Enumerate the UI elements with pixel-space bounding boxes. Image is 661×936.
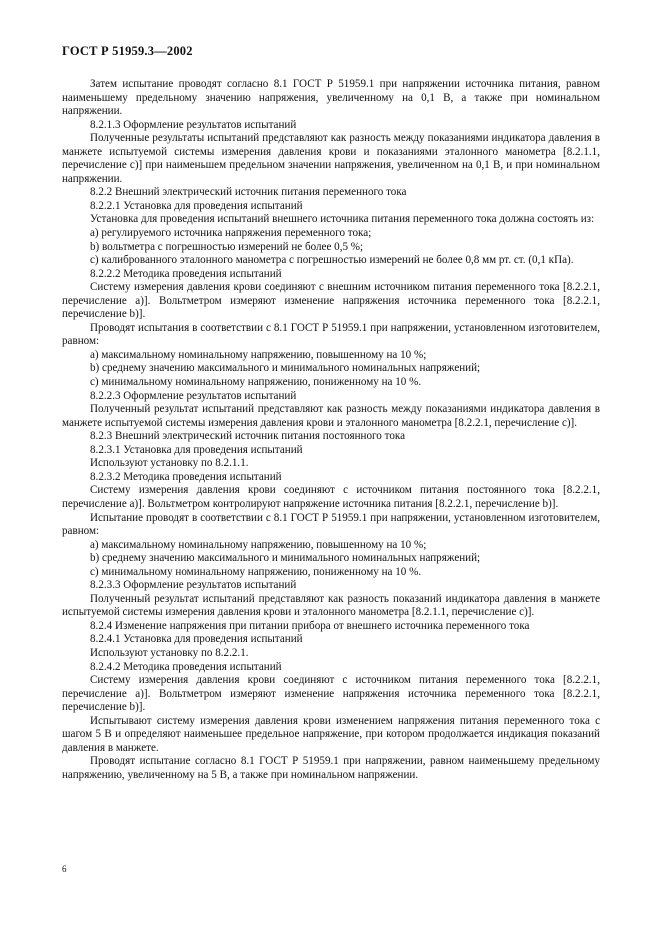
- section-heading: 8.2.3.2 Методика проведения испытаний: [90, 470, 282, 483]
- section-heading: 8.2.2.2 Методика проведения испытаний: [90, 267, 282, 280]
- paragraph: Полученные результаты испытаний представляют как разность между показаниями индикатора давления в манжете испытуемой системы измерения давления крови и показаниями эталонного манометра [8.2.1.1, перечисление с)] при наименьшем предельном значении напряжения, увеличенном на 0,1 В, и при номинальном напряжении.: [62, 132, 600, 185]
- section-heading: Используют установку по 8.2.2.1.: [90, 646, 249, 659]
- paragraph: Проводят испытания в соответствии с 8.1 ГОСТ Р 51959.1 при напряжении, установленном изготовителем, равном:: [62, 321, 600, 348]
- list-item: a) максимальному номинальному напряжению, повышенному на 10 %;: [90, 348, 427, 361]
- paragraph: Систему измерения давления крови соединяют с источником питания постоянного тока [8.2.2.1, перечисление а)]. Вольтметром контролируют напряжение источника питания [8.2.2.1, перечисление b)].: [62, 484, 600, 510]
- paragraph: Затем испытание проводят согласно 8.1 ГОСТ Р 51959.1 при напряжении источника питания, равном наименьшему предельному значению напряжения, увеличенному на 0,1 В, а также при номинальном напряжении.: [62, 78, 600, 118]
- list-item: c) калиброванного эталонного манометра с погрешностью измерений не более 0,8 мм рт. ст. (0,1 кПа).: [90, 254, 574, 267]
- section-heading: 8.2.4.2 Методика проведения испытаний: [90, 660, 282, 673]
- paragraph: Систему измерения давления крови соединяют с внешним источником питания переменного тока [8.2.2.1, перечисление а)]. Вольтметром измеряют изменение напряжения источника переменного тока [8.2.2.1, перечисление b)].: [62, 281, 600, 321]
- list-item: b) среднему значению максимального и минимального номинальных напряжений;: [90, 552, 481, 565]
- document-body: [62, 78, 600, 782]
- paragraph: Систему измерения давления крови соединяют с источником питания переменного тока [8.2.2.1, перечисление а)]. Вольтметром измеряют изменение напряжения источника переменного тока [8.2.2.1, перечисление b)].: [62, 674, 600, 714]
- page-number: 6: [62, 864, 67, 874]
- paragraph: Полученный результат испытаний представляют как разность показаний индикатора давления в манжете испытуемой системы измерения давления крови и эталонного манометра [8.2.1.1, перечисление с)].: [62, 592, 600, 619]
- list-item: b) вольтметра с погрешностью измерений не более 0,5 %;: [90, 240, 364, 253]
- paragraph: Проводят испытание согласно 8.1 ГОСТ Р 51959.1 при напряжении, равном наименьшему предельному напряжению, увеличенному на 5 В, а также при номинальном напряжении.: [62, 755, 600, 781]
- section-heading: 8.2.4 Изменение напряжения при питании прибора от внешнего источника переменного тока: [90, 619, 530, 632]
- section-heading: 8.2.2.3 Оформление результатов испытаний: [90, 389, 297, 402]
- paragraph: Установка для проведения испытаний внешнего источника питания переменного тока должна состоять из:: [90, 213, 595, 226]
- section-heading: 8.2.2 Внешний электрический источник питания переменного тока: [90, 186, 407, 199]
- paragraph: Полученный результат испытаний представляют как разность между показаниями индикатора давления в манжете испытуемой системы измерения давления крови и эталонного манометра [8.2.2.1, перечисление с)].: [62, 403, 600, 429]
- section-heading: 8.2.3 Внешний электрический источник питания постоянного тока: [90, 430, 406, 443]
- list-item: a) максимальному номинальному напряжению, повышенному на 10 %;: [90, 538, 427, 551]
- section-heading: 8.2.2.1 Установка для проведения испытаний: [90, 199, 303, 212]
- section-heading: 8.2.3.3 Оформление результатов испытаний: [90, 579, 297, 592]
- list-item: b) среднему значению максимального и минимального номинальных напряжений;: [90, 362, 481, 375]
- paragraph: Испытание проводят в соответствии с 8.1 ГОСТ Р 51959.1 при напряжении, установленном изготовителем, равном:: [62, 511, 600, 538]
- paragraph: Испытывают систему измерения давления крови изменением напряжения питания переменного тока с шагом 5 В и определяют наименьшее предельное напряжение, при котором продолжается индикация показаний давления в манжете.: [62, 714, 600, 754]
- section-heading: Используют установку по 8.2.1.1.: [90, 457, 249, 470]
- section-heading: 8.2.3.1 Установка для проведения испытаний: [90, 443, 303, 456]
- document-header: ГОСТ Р 51959.3—2002: [62, 44, 193, 58]
- list-item: c) минимальному номинальному напряжению, пониженному на 10 %.: [90, 565, 422, 578]
- list-item: c) минимальному номинальному напряжению, пониженному на 10 %.: [90, 376, 422, 389]
- list-item: a) регулируемого источника напряжения переменного тока;: [90, 227, 372, 240]
- section-heading: 8.2.1.3 Оформление результатов испытаний: [90, 118, 297, 131]
- section-heading: 8.2.4.1 Установка для проведения испытаний: [90, 633, 303, 646]
